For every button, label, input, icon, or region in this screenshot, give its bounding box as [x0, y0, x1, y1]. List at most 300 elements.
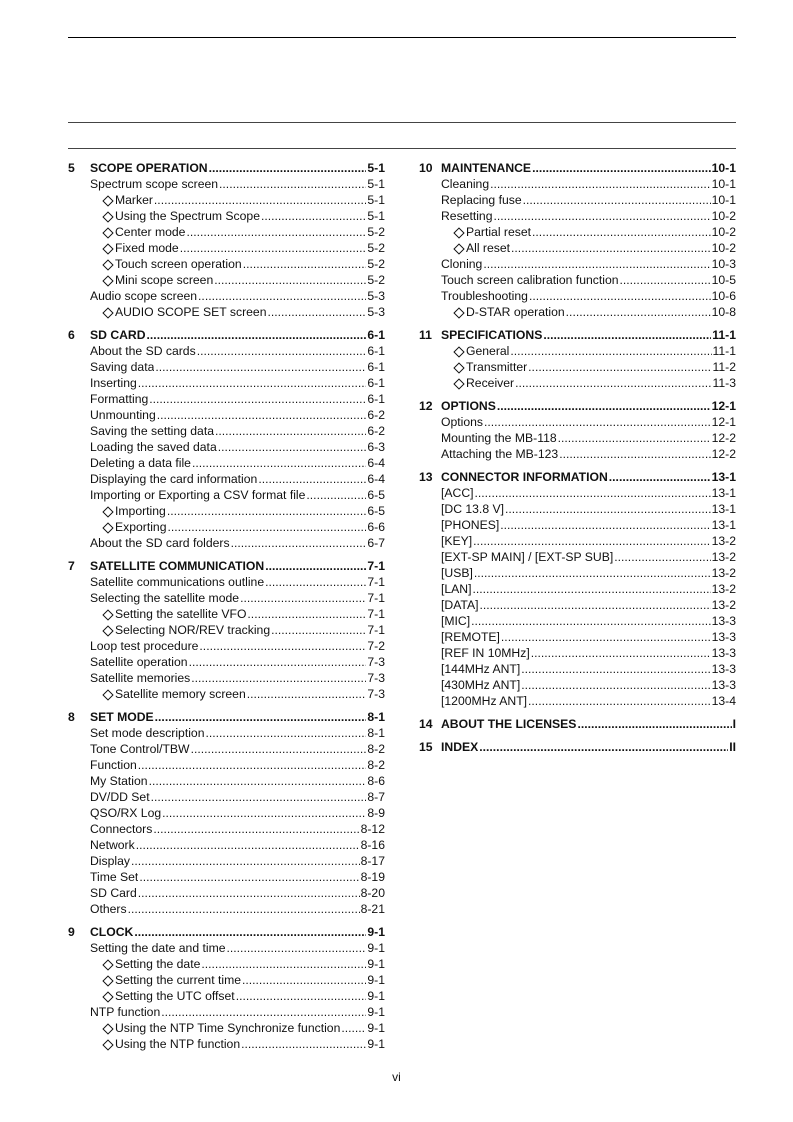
- toc-section: [419, 716, 736, 732]
- dot-leader: [138, 375, 367, 391]
- dot-leader: [198, 288, 366, 304]
- dot-leader: [197, 343, 367, 359]
- toc-entry[interactable]: [68, 256, 385, 272]
- entry-title: [430MHz ANT]: [441, 678, 521, 692]
- toc-entry[interactable]: [419, 533, 736, 549]
- entry-title: [DATA]: [441, 598, 479, 612]
- toc-section-heading[interactable]: [68, 709, 385, 725]
- entry-page: 5-2: [367, 273, 385, 287]
- section-title: SATELLITE COMMUNICATION: [90, 559, 265, 573]
- entry-page: 13-3: [711, 646, 736, 660]
- section-page: 10-1: [711, 161, 736, 175]
- toc-entry[interactable]: [68, 535, 385, 551]
- dot-leader: [532, 160, 711, 176]
- section-number: 12: [419, 399, 433, 413]
- dot-leader: [191, 741, 367, 757]
- entry-page: 13-1: [711, 502, 736, 516]
- dot-leader: [515, 375, 711, 391]
- toc-entry[interactable]: [419, 192, 736, 208]
- dot-leader: [201, 956, 366, 972]
- toc-entry[interactable]: [68, 471, 385, 487]
- toc-entry[interactable]: [68, 885, 385, 901]
- entry-page: 6-2: [367, 424, 385, 438]
- section-title: CONNECTOR INFORMATION: [441, 470, 608, 484]
- dot-leader: [521, 661, 710, 677]
- entry-page: 10-2: [711, 209, 736, 223]
- entry-page: 5-1: [367, 177, 385, 191]
- toc-entry[interactable]: [419, 375, 736, 391]
- entry-page: 10-2: [711, 225, 736, 239]
- toc-entry[interactable]: [419, 446, 736, 462]
- entry-page: 5-1: [367, 193, 385, 207]
- toc-entry[interactable]: [419, 208, 736, 224]
- toc-section: [419, 398, 736, 462]
- entry-page: 8-17: [360, 854, 385, 868]
- entry-page: 10-1: [711, 193, 736, 207]
- toc-entry[interactable]: [68, 901, 385, 917]
- entry-page: 6-3: [367, 440, 385, 454]
- entry-page: 13-3: [711, 678, 736, 692]
- toc-entry[interactable]: [68, 805, 385, 821]
- entry-page: 13-2: [711, 550, 736, 564]
- dot-leader: [483, 256, 710, 272]
- entry-page: 7-1: [367, 623, 385, 637]
- entry-title: [DC 13.8 V]: [441, 502, 504, 516]
- toc-entry[interactable]: [68, 638, 385, 654]
- entry-page: 5-2: [367, 225, 385, 239]
- toc-entry[interactable]: [419, 288, 736, 304]
- dot-leader: [153, 821, 359, 837]
- dot-leader: [191, 670, 366, 686]
- entry-page: 8-20: [360, 886, 385, 900]
- toc-entry[interactable]: [68, 622, 385, 638]
- section-number: 8: [68, 710, 75, 724]
- entry-title: [144MHz ANT]: [441, 662, 521, 676]
- entry-page: 5-2: [367, 241, 385, 255]
- dot-leader: [189, 654, 367, 670]
- entry-page: 6-5: [367, 504, 385, 518]
- entry-title: AUDIO SCOPE SET screen: [115, 305, 267, 319]
- toc-section: [68, 558, 385, 702]
- toc-section-heading[interactable]: [419, 716, 736, 732]
- toc-section-heading[interactable]: [419, 160, 736, 176]
- toc-entry[interactable]: [419, 430, 736, 446]
- dot-leader: [151, 789, 367, 805]
- dot-leader: [247, 606, 366, 622]
- dot-leader: [162, 805, 366, 821]
- toc-entry[interactable]: [419, 359, 736, 375]
- entry-title: Spectrum scope screen: [90, 177, 219, 191]
- toc-entry[interactable]: [68, 574, 385, 590]
- entry-title: Attaching the MB-123: [441, 447, 559, 461]
- toc-entry[interactable]: [419, 224, 736, 240]
- entry-title: Using the Spectrum Scope: [115, 209, 260, 223]
- entry-page: 9-1: [367, 1021, 385, 1035]
- toc-entry[interactable]: [68, 519, 385, 535]
- entry-page: 6-4: [367, 456, 385, 470]
- entry-title: Satellite memory screen: [115, 687, 246, 701]
- toc-entry[interactable]: [68, 176, 385, 192]
- section-title: SD CARD: [90, 328, 146, 342]
- entry-title: Options: [441, 415, 484, 429]
- entry-title: Formatting: [90, 392, 149, 406]
- toc-entry[interactable]: [68, 940, 385, 956]
- toc-entry[interactable]: [419, 414, 736, 430]
- entry-title: SD Card: [90, 886, 137, 900]
- entry-page: 13-1: [711, 518, 736, 532]
- entry-page: 13-3: [711, 630, 736, 644]
- toc-entry[interactable]: [68, 686, 385, 702]
- dot-leader: [505, 501, 711, 517]
- dot-leader: [494, 208, 711, 224]
- section-number: 7: [68, 559, 75, 573]
- section-number: 9: [68, 925, 75, 939]
- toc-entry[interactable]: [419, 597, 736, 613]
- entry-title: Saving the setting data: [90, 424, 214, 438]
- toc-entry[interactable]: [68, 240, 385, 256]
- toc-entry[interactable]: [68, 988, 385, 1004]
- entry-page: 13-1: [711, 486, 736, 500]
- entry-page: 8-2: [367, 742, 385, 756]
- entry-page: 9-1: [367, 957, 385, 971]
- toc-section: [68, 327, 385, 551]
- toc-entry[interactable]: [68, 837, 385, 853]
- toc-entry[interactable]: [419, 677, 736, 693]
- entry-title: All reset: [466, 241, 511, 255]
- entry-page: 6-1: [367, 376, 385, 390]
- dot-leader: [180, 240, 367, 256]
- toc-entry[interactable]: [68, 1036, 385, 1052]
- toc-entry[interactable]: [68, 789, 385, 805]
- dot-leader: [521, 677, 710, 693]
- entry-page: 9-1: [367, 1005, 385, 1019]
- toc-entry[interactable]: [419, 485, 736, 501]
- toc-entry[interactable]: [419, 549, 736, 565]
- dot-leader: [215, 423, 366, 439]
- toc-entry[interactable]: [68, 1004, 385, 1020]
- dot-leader: [523, 192, 711, 208]
- dot-leader: [138, 757, 367, 773]
- entry-page: 7-1: [367, 607, 385, 621]
- toc-entry[interactable]: [419, 629, 736, 645]
- section-number: 6: [68, 328, 75, 342]
- dot-leader: [138, 885, 360, 901]
- entry-title: Using the NTP Time Synchronize function: [115, 1021, 341, 1035]
- section-page: 5-1: [367, 161, 385, 175]
- entry-title: Satellite communications outline: [90, 575, 265, 589]
- toc-entry[interactable]: [68, 304, 385, 320]
- toc-section-heading[interactable]: [419, 739, 736, 755]
- toc-entry[interactable]: [68, 343, 385, 359]
- entry-page: 6-4: [367, 472, 385, 486]
- toc-section-heading[interactable]: [419, 469, 736, 485]
- toc-entry[interactable]: [419, 240, 736, 256]
- toc-entry[interactable]: [68, 439, 385, 455]
- dot-leader: [577, 716, 731, 732]
- dot-leader: [231, 535, 367, 551]
- entry-page: 6-1: [367, 344, 385, 358]
- entry-title: Displaying the card information: [90, 472, 258, 486]
- dot-leader: [149, 773, 367, 789]
- entry-page: 6-6: [367, 520, 385, 534]
- toc-entry[interactable]: [419, 272, 736, 288]
- dot-leader: [155, 709, 367, 725]
- dot-leader: [341, 1020, 366, 1036]
- entry-title: [KEY]: [441, 534, 473, 548]
- section-page: 9-1: [367, 925, 385, 939]
- entry-page: 8-7: [367, 790, 385, 804]
- dot-leader: [265, 558, 366, 574]
- toc-entry[interactable]: [68, 455, 385, 471]
- toc-entry[interactable]: [68, 869, 385, 885]
- entry-page: 6-7: [367, 536, 385, 550]
- toc-entry[interactable]: [68, 192, 385, 208]
- toc-section-heading[interactable]: [68, 327, 385, 343]
- entry-title: Resetting: [441, 209, 493, 223]
- entry-title: Importing or Exporting a CSV format file: [90, 488, 306, 502]
- dot-leader: [609, 469, 711, 485]
- top-rule: [68, 37, 736, 38]
- toc-entry[interactable]: [68, 503, 385, 519]
- header-rule-upper: [68, 122, 736, 123]
- entry-title: Time Set: [90, 870, 139, 884]
- entry-title: Deleting a data file: [90, 456, 191, 470]
- toc-entry[interactable]: [419, 661, 736, 677]
- toc-section-heading[interactable]: [419, 398, 736, 414]
- dot-leader: [497, 398, 711, 414]
- toc-entry[interactable]: [68, 853, 385, 869]
- entry-page: 7-2: [367, 639, 385, 653]
- dot-leader: [474, 565, 711, 581]
- dot-leader: [475, 485, 711, 501]
- entry-page: 13-2: [711, 566, 736, 580]
- toc-section: [68, 709, 385, 917]
- toc-section-heading[interactable]: [68, 160, 385, 176]
- entry-title: Saving data: [90, 360, 155, 374]
- toc-entry[interactable]: [419, 581, 736, 597]
- entry-page: 10-1: [711, 177, 736, 191]
- toc-entry[interactable]: [68, 670, 385, 686]
- entry-title: [EXT-SP MAIN] / [EXT-SP SUB]: [441, 550, 614, 564]
- entry-title: Satellite operation: [90, 655, 188, 669]
- toc-entry[interactable]: [419, 517, 736, 533]
- entry-title: Setting the satellite VFO: [115, 607, 247, 621]
- dot-leader: [154, 192, 366, 208]
- dot-leader: [271, 622, 366, 638]
- entry-page: 6-1: [367, 392, 385, 406]
- dot-leader: [136, 837, 360, 853]
- dot-leader: [265, 574, 366, 590]
- entry-title: Cleaning: [441, 177, 490, 191]
- toc-entry[interactable]: [68, 272, 385, 288]
- entry-page: 12-2: [711, 447, 736, 461]
- toc-entry[interactable]: [68, 741, 385, 757]
- section-page: 12-1: [711, 399, 736, 413]
- entry-title: [USB]: [441, 566, 473, 580]
- toc-entry[interactable]: [68, 224, 385, 240]
- entry-title: Cloning: [441, 257, 483, 271]
- entry-page: 7-1: [367, 575, 385, 589]
- toc-entry[interactable]: [419, 256, 736, 272]
- dot-leader: [168, 519, 367, 535]
- entry-title: Set mode description: [90, 726, 205, 740]
- entry-page: 5-1: [367, 209, 385, 223]
- entry-page: 10-8: [711, 305, 736, 319]
- entry-title: Network: [90, 838, 135, 852]
- dot-leader: [139, 869, 359, 885]
- entry-title: Display: [90, 854, 130, 868]
- entry-page: 13-3: [711, 614, 736, 628]
- entry-page: 8-9: [367, 806, 385, 820]
- toc-entry[interactable]: [68, 773, 385, 789]
- dot-leader: [268, 304, 367, 320]
- dot-leader: [161, 1004, 366, 1020]
- dot-leader: [209, 160, 367, 176]
- entry-title: My Station: [90, 774, 148, 788]
- toc-section: [419, 469, 736, 709]
- section-page: 13-1: [711, 470, 736, 484]
- entry-title: Touch screen calibration function: [441, 273, 619, 287]
- toc-entry[interactable]: [68, 725, 385, 741]
- toc-entry[interactable]: [68, 391, 385, 407]
- entry-page: 8-16: [360, 838, 385, 852]
- toc-section: [419, 739, 736, 755]
- entry-page: 11-3: [712, 376, 736, 390]
- page-number: vi: [392, 1070, 401, 1084]
- header-rule-lower: [68, 148, 736, 149]
- entry-title: Setting the UTC offset: [115, 989, 235, 1003]
- entry-title: About the SD card folders: [90, 536, 230, 550]
- section-page: 7-1: [367, 559, 385, 573]
- entry-title: Replacing fuse: [441, 193, 522, 207]
- entry-title: [PHONES]: [441, 518, 500, 532]
- entry-title: Setting the date and time: [90, 941, 226, 955]
- entry-title: Loading the saved data: [90, 440, 217, 454]
- toc-left-column: [68, 160, 385, 1059]
- toc-entry[interactable]: [68, 821, 385, 837]
- dot-leader: [227, 940, 367, 956]
- dot-leader: [261, 208, 366, 224]
- dot-leader: [501, 629, 711, 645]
- dot-leader: [134, 924, 366, 940]
- toc-entry[interactable]: [419, 645, 736, 661]
- toc-entry[interactable]: [419, 304, 736, 320]
- section-number: 13: [419, 470, 433, 484]
- entry-title: DV/DD Set: [90, 790, 150, 804]
- entry-title: Satellite memories: [90, 671, 191, 685]
- entry-page: 7-3: [367, 671, 385, 685]
- toc-entry[interactable]: [68, 972, 385, 988]
- entry-title: Importing: [115, 504, 166, 518]
- toc-entry[interactable]: [68, 208, 385, 224]
- dot-leader: [186, 224, 366, 240]
- entry-title: [MIC]: [441, 614, 471, 628]
- toc-entry[interactable]: [68, 590, 385, 606]
- entry-page: 6-5: [367, 488, 385, 502]
- toc-entry[interactable]: [68, 407, 385, 423]
- entry-page: 8-21: [360, 902, 385, 916]
- toc-section: [68, 160, 385, 320]
- dot-leader: [490, 176, 710, 192]
- dot-leader: [471, 613, 710, 629]
- toc-right-column: [419, 160, 736, 762]
- entry-page: 8-19: [360, 870, 385, 884]
- entry-title: Audio scope screen: [90, 289, 198, 303]
- dot-leader: [157, 407, 367, 423]
- toc-entry[interactable]: [419, 176, 736, 192]
- entry-page: 6-2: [367, 408, 385, 422]
- dot-leader: [199, 638, 366, 654]
- toc-entry[interactable]: [68, 757, 385, 773]
- section-page: II: [729, 740, 736, 754]
- entry-page: 9-1: [367, 941, 385, 955]
- entry-title: Mini scope screen: [115, 273, 214, 287]
- entry-page: 9-1: [367, 1037, 385, 1051]
- dot-leader: [558, 430, 711, 446]
- toc-section-heading[interactable]: [419, 327, 736, 343]
- toc-section: [68, 924, 385, 1052]
- section-title: SET MODE: [90, 710, 154, 724]
- section-number: 11: [419, 328, 432, 342]
- toc-entry[interactable]: [419, 565, 736, 581]
- toc-entry[interactable]: [68, 956, 385, 972]
- toc-entry[interactable]: [419, 613, 736, 629]
- entry-title: Exporting: [115, 520, 167, 534]
- dot-leader: [147, 327, 367, 343]
- dot-leader: [532, 224, 711, 240]
- toc-section: [419, 160, 736, 320]
- dot-leader: [240, 590, 366, 606]
- section-title: MAINTENANCE: [441, 161, 532, 175]
- toc-entry[interactable]: [68, 288, 385, 304]
- toc-entry[interactable]: [68, 487, 385, 503]
- dot-leader: [528, 359, 711, 375]
- toc-entry[interactable]: [419, 501, 736, 517]
- toc-entry[interactable]: [419, 693, 736, 709]
- dot-leader: [511, 240, 711, 256]
- entry-page: 11-1: [712, 344, 736, 358]
- toc-entry[interactable]: [68, 359, 385, 375]
- dot-leader: [214, 272, 366, 288]
- dot-leader: [479, 597, 710, 613]
- toc-entry[interactable]: [68, 423, 385, 439]
- dot-leader: [242, 972, 366, 988]
- toc-section-heading[interactable]: [68, 924, 385, 940]
- entry-title: Setting the current time: [115, 973, 241, 987]
- toc-entry[interactable]: [68, 606, 385, 622]
- section-page: 6-1: [367, 328, 385, 342]
- dot-leader: [620, 272, 711, 288]
- entry-title: D-STAR operation: [466, 305, 565, 319]
- entry-page: 7-3: [367, 655, 385, 669]
- dot-leader: [219, 176, 366, 192]
- entry-title: Selecting NOR/REV tracking: [115, 623, 271, 637]
- entry-page: 10-2: [711, 241, 736, 255]
- dot-leader: [128, 901, 360, 917]
- toc-entry[interactable]: [68, 654, 385, 670]
- entry-page: 5-2: [367, 257, 385, 271]
- toc-entry[interactable]: [419, 343, 736, 359]
- entry-title: Fixed mode: [115, 241, 179, 255]
- dot-leader: [155, 359, 366, 375]
- toc-entry[interactable]: [68, 375, 385, 391]
- toc-entry[interactable]: [68, 1020, 385, 1036]
- dot-leader: [258, 471, 366, 487]
- entry-page: 8-6: [367, 774, 385, 788]
- section-page: 8-1: [367, 710, 385, 724]
- entry-title: Others: [90, 902, 127, 916]
- toc-section-heading[interactable]: [68, 558, 385, 574]
